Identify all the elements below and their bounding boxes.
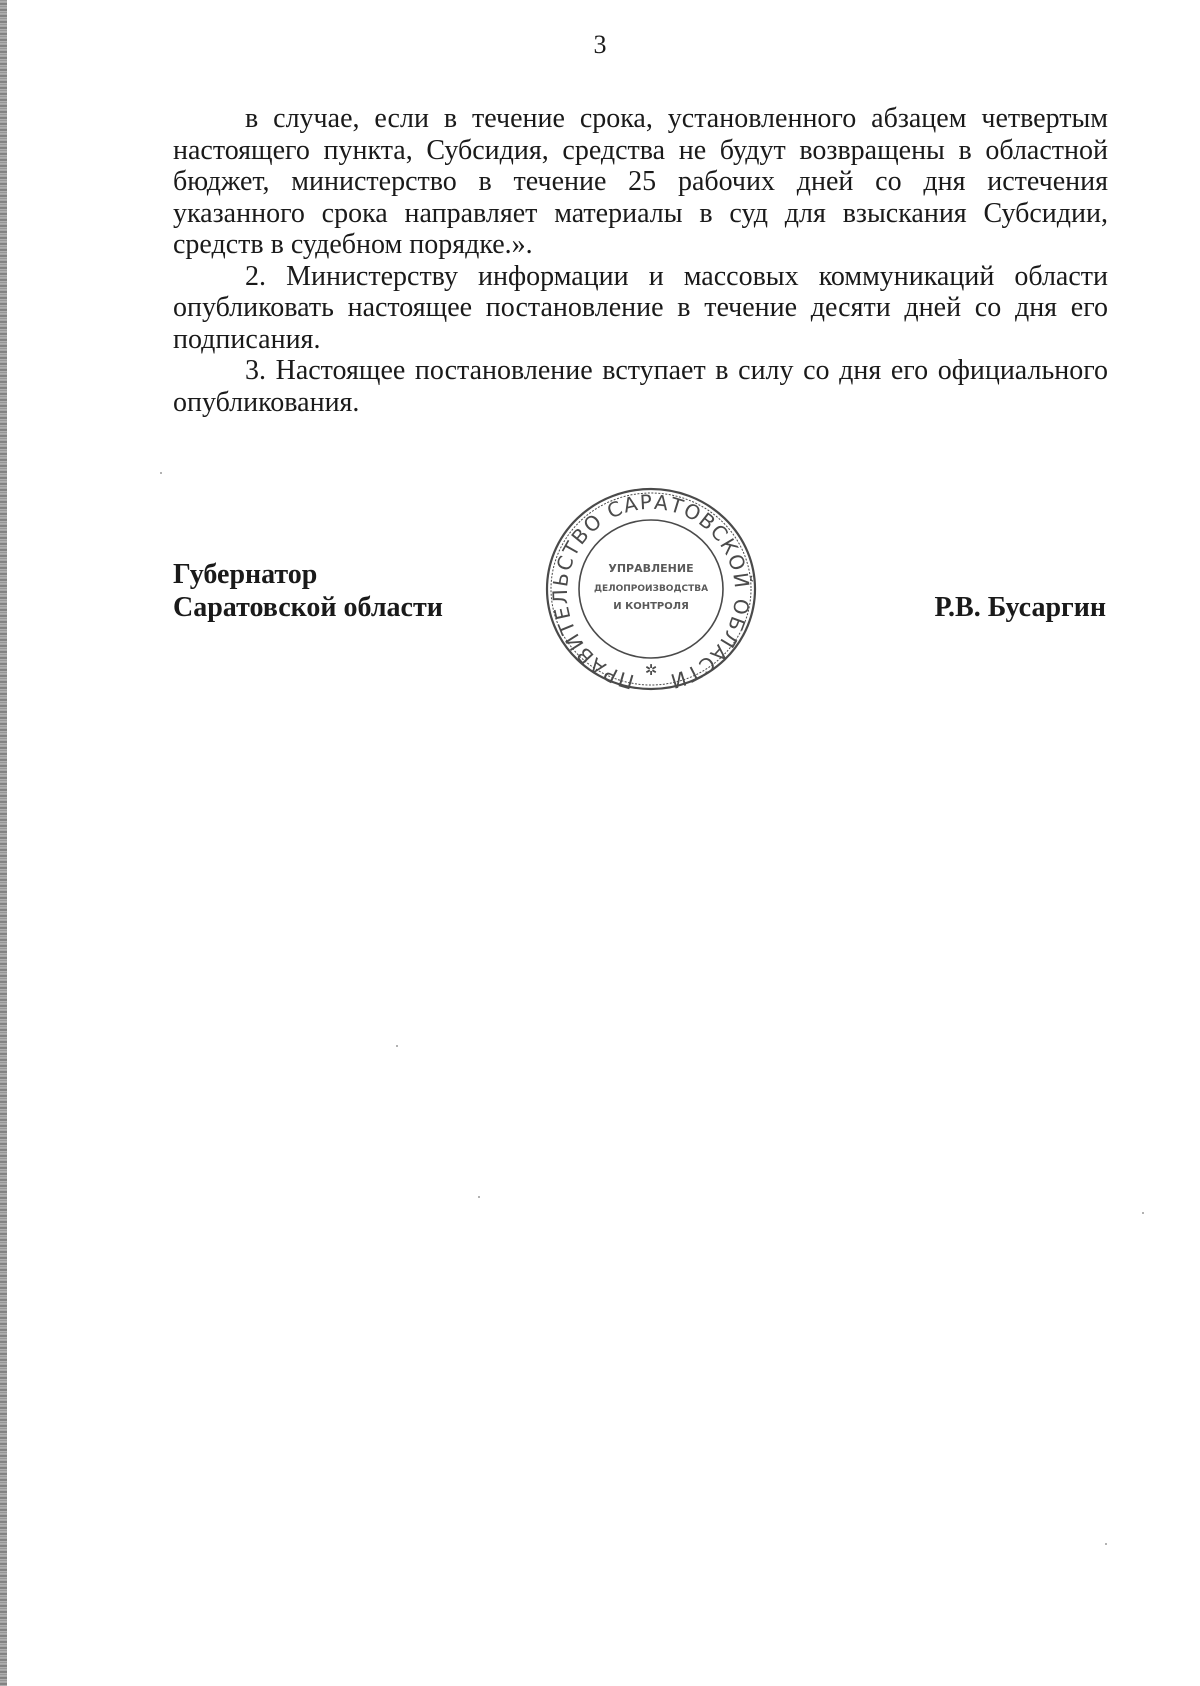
seal-inner-line-1: УПРАВЛЕНИЕ	[608, 562, 694, 575]
signer-title-line-1: Губернатор	[173, 559, 318, 590]
scan-speck	[478, 1196, 480, 1198]
scan-speck	[396, 1045, 398, 1047]
scan-speck	[160, 472, 162, 474]
scan-speck	[1105, 1543, 1107, 1545]
scan-speck	[1142, 1212, 1144, 1214]
seal-star-icon: ✲	[644, 661, 658, 679]
official-seal-stamp	[543, 485, 759, 693]
seal-inner-line-2: ДЕЛОПРОИЗВОДСТВА	[593, 584, 709, 594]
signer-name: Р.В. Бусаргин	[934, 592, 1106, 623]
seal-outer-text: ПРАВИТЕЛЬСТВО САРАТОВСКОЙ ОБЛАСТИ	[547, 489, 755, 693]
page-number: 3	[593, 30, 607, 59]
paragraph-entry-into-force: 3. Настоящее постановление вступает в силу со дня его официального опубликования.	[173, 355, 1108, 418]
paragraph-subsidy-return: в случае, если в течение срока, установленного абзацем четвертым настоящего пункта, Субсидия, средства не будут возвращены в областной бюджет, министерство в течение 25 рабочих дней со дня истечения указанного срока направляет материалы в суд для взыскания Субсидии, средств в судебном порядке.».	[173, 103, 1108, 260]
signer-title-line-2: Саратовской области	[173, 592, 443, 623]
paragraph-publication: 2. Министерству информации и массовых коммуникаций области опубликовать настоящее постановление в течение десяти дней со дня его подписания.	[173, 260, 1108, 355]
seal-inner-line-3: И КОНТРОЛЯ	[613, 601, 689, 612]
